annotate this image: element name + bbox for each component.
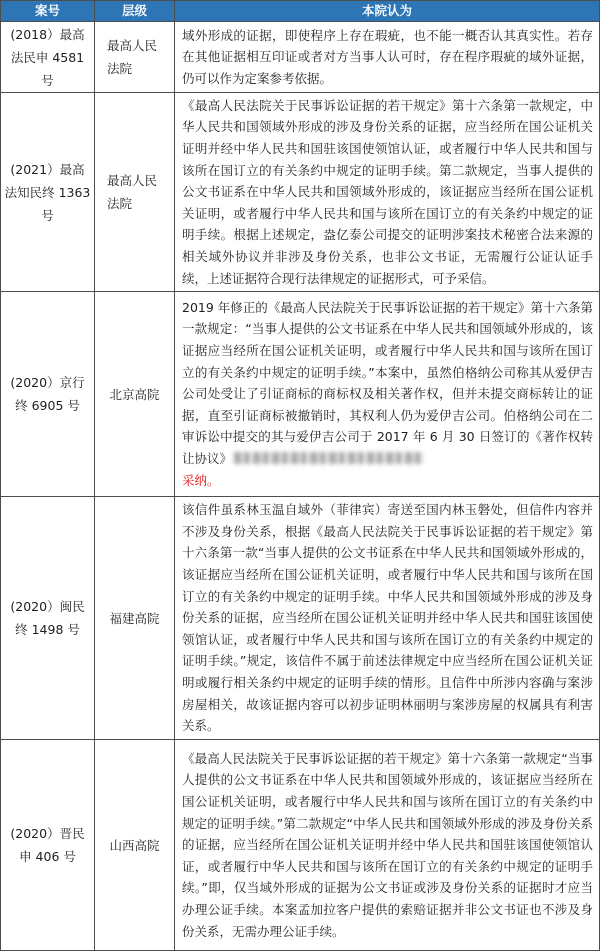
court-opinion-text: 域外形成的证据，即使程序上存在瑕疵，也不能一概否认其真实性。若存在其他证据相互印证或者对方当事人认可时，存在程序瑕疵的域外证据，仍可以作为定案参考依据。 [182, 27, 593, 86]
court-level-cell [95, 93, 175, 292]
court-level: 北京高院 [109, 386, 160, 402]
case-number-cell [1, 740, 95, 951]
court-opinion-cell [175, 292, 600, 497]
case-number-line: (2020）闽民 [10, 599, 85, 614]
case-number-line: 法知民终 1363 [4, 184, 91, 200]
case-number-line: (2020）晋民 [10, 826, 85, 841]
header-opinion-label: 本院认为 [361, 3, 412, 18]
court-opinion-text: 《最高人民法院关于民事诉讼证据的若干规定》第十六条第一款规定，中华人民共和国领域外形成的涉及身份关系的证据，应当经所在国公证机关证明并经中华人民共和国驻该国使领馆认证，或者履行中华人民共和国与该所在国订立的有关条约中规定的证明手续。第二款规定，当事人提供的公文书证系在中华人民共和国领域外形成的，该证据应当经所在国公证机关证明，或者履行中华人民共和国与该所在国订立的有关条约中规定的证明手续。根据上述规定，盎亿泰公司提交的证明涉案技术秘密合法来源的相关域外协议并非涉及身份关系，也非公文书证，无需履行公证认证手续，上述证据符合现行法律规定的证据形式，可予采信。 [182, 97, 593, 286]
court-level-cell [95, 22, 175, 93]
court-opinion-cell [175, 740, 600, 951]
blurred-redaction [234, 452, 424, 464]
case-number-line: (2018）最高 [10, 26, 85, 42]
case-number-cell [1, 93, 95, 292]
court-opinion-cell [175, 497, 600, 740]
case-number-cell [1, 497, 95, 740]
court-level: 山西高院 [109, 837, 160, 853]
court-opinion-block [182, 297, 593, 491]
court-opinion-cell [175, 93, 600, 292]
case-number-line: 号 [41, 207, 54, 223]
case-number-line: 终 6905 号 [15, 398, 80, 413]
case-number-line: (2021）最高 [10, 161, 85, 177]
court-opinion-text: 该信件虽系林玉温自域外（菲律宾）寄送至国内林玉磐处，但信件内容并不涉及身份关系，根据《最高人民法院关于民事诉讼证据的若干规定》第十六条第一款“当事人提供的公文书证系在中华人民共和国领域外形成的，该证据应当经所在国公证机关证明，或者履行中华人民共和国与该所在国订立的有关条约中规定的证明手续。中华人民共和国领域外形成的涉及身份关系的证据，应当经所在国公证机关证明并经中华人民共和国驻该国使领馆认证，或者履行中华人民共和国与该所在国订立的有关条约中规定的证明手续。”规定，该信件不属于前述法律规定中应当经所在国公证机关证明或履行相关条约中规定的证明手续的情形。且信件中所涉内容确与案涉房屋相关，故该证据内容可以初步证明林丽明与案涉房屋的权属具有利害关系。 [182, 502, 593, 734]
case-number-line: 法民申 4581 [10, 49, 85, 65]
case-number-line: 申 406 号 [19, 849, 76, 864]
court-level-cell [95, 292, 175, 497]
case-number-line: 号 [41, 72, 54, 88]
case-number-cell [1, 292, 95, 497]
case-number-line: (2020）京行 [10, 375, 85, 390]
header-level [95, 1, 175, 22]
header-opinion [175, 1, 600, 22]
court-level: 最高人民法院 [107, 173, 158, 211]
court-level: 最高人民法院 [107, 38, 158, 76]
court-opinion-cell [175, 22, 600, 93]
header-case-no-label: 案号 [34, 3, 60, 18]
court-level-cell [95, 497, 175, 740]
case-number-cell [1, 22, 95, 93]
court-opinion-text: 2019 年修正的《最高人民法院关于民事诉讼证据的若干规定》第十六条第一款规定：“当事人提供的公文书证系在中华人民共和国领域外形成的，该证据应当经所在国公证机关证明，或者履行中华人民共和国与该所在国订立的有关条约中规定的证明手续。”本案中，虽然伯格纳公司称其从爱伊吉公司处受让了引证商标的商标权及相关著作权，但并未提交商标转让的证据，直至引证商标被撤销时，其权利人仍为爱伊吉公司。伯格纳公司在二审诉讼中提交的其与爱伊吉公司于 2017 年 6 月 30 日签订的《著作权转让协议》 [182, 299, 593, 466]
case-number-line: 终 1498 号 [15, 622, 80, 637]
court-opinion-highlight: 采纳。 [182, 472, 220, 488]
header-level-label: 层级 [121, 3, 147, 18]
header-case-no [1, 1, 95, 22]
court-level-cell [95, 740, 175, 951]
court-opinion-text: 《最高人民法院关于民事诉讼证据的若干规定》第十六条第一款规定“当事人提供的公文书证系在中华人民共和国领域外形成的，该证据应当经所在国公证机关证明，或者履行中华人民共和国与该所在国订立的有关条约中规定的证明手续。”第二款规定“中华人民共和国领域外形成的涉及身份关系的证据，应当经所在国公证机关证明并经中华人民共和国驻该国使领馆认证，或者履行中华人民共和国与该所在国订立的有关条约中规定的证明手续。”即，仅当域外形成的证据为公文书证或涉及身份关系的证据时才应当办理公证手续。本案孟加拉客户提供的索赔证据并非公文书证也不涉及身份关系，无需办理公证手续。 [182, 750, 593, 939]
court-level: 福建高院 [109, 610, 160, 626]
